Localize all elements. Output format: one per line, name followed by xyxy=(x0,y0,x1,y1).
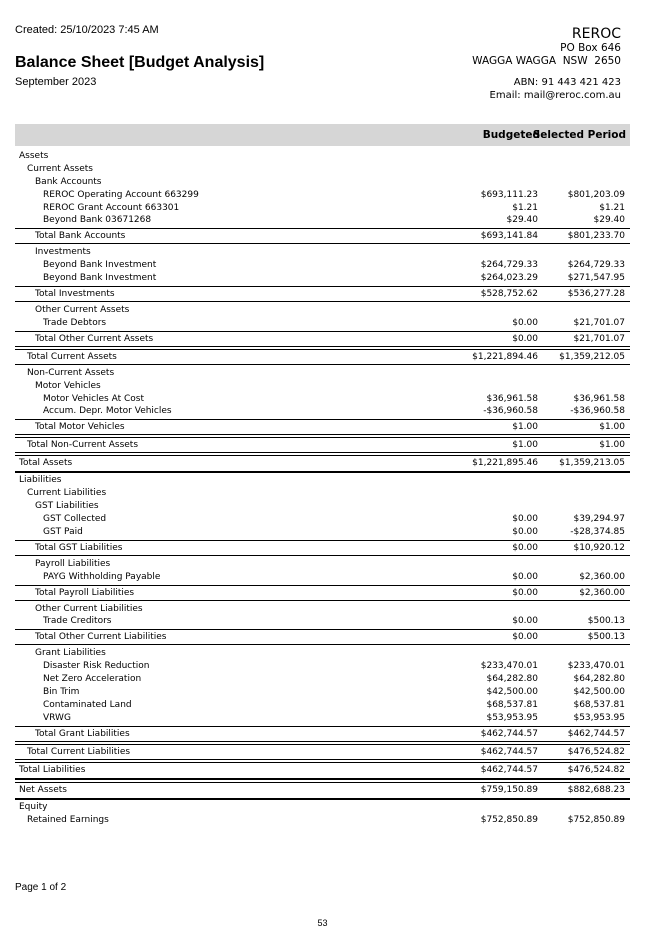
table-row xyxy=(15,487,630,500)
row-budgeted: $752,850.89 xyxy=(480,814,538,825)
row-budgeted: $1.00 xyxy=(512,422,538,433)
table-row xyxy=(15,272,630,285)
table-row xyxy=(15,393,630,406)
row-label: REROC Operating Account 663299 xyxy=(43,189,199,200)
table-row xyxy=(15,513,630,526)
row-label: GST Collected xyxy=(43,514,107,525)
row-budgeted: $759,150.89 xyxy=(480,784,538,795)
row-selected: $801,233.70 xyxy=(567,231,625,242)
row-selected: $752,850.89 xyxy=(567,814,625,825)
row-selected: $21,701.07 xyxy=(573,317,625,328)
grand-total-row xyxy=(15,455,630,473)
row-label: Net Assets xyxy=(19,784,67,795)
subtotal-row xyxy=(15,629,630,645)
table-row xyxy=(15,673,630,686)
row-label: Total Payroll Liabilities xyxy=(35,587,135,598)
row-budgeted: $462,744.57 xyxy=(480,746,538,757)
row-budgeted: $1,221,894.46 xyxy=(472,351,538,362)
table-row xyxy=(15,474,630,487)
org-po-box: PO Box 646 xyxy=(560,42,621,54)
row-budgeted: $1.21 xyxy=(512,202,538,213)
report-title: Balance Sheet [Budget Analysis] xyxy=(15,54,265,71)
table-row xyxy=(15,526,630,539)
row-budgeted: $462,744.57 xyxy=(480,728,538,739)
table-row xyxy=(15,603,630,616)
row-budgeted: $0.00 xyxy=(512,317,538,328)
table-row xyxy=(15,304,630,317)
row-budgeted: $1.00 xyxy=(512,440,538,451)
total-row xyxy=(15,437,630,453)
table-row xyxy=(15,189,630,202)
table-row xyxy=(15,202,630,215)
row-budgeted: $53,953.95 xyxy=(486,712,538,723)
row-selected: $264,729.33 xyxy=(567,260,625,271)
row-selected: $21,701.07 xyxy=(573,333,625,344)
row-selected: $42,500.00 xyxy=(573,687,625,698)
row-selected: $29.40 xyxy=(593,215,625,226)
table-row xyxy=(15,246,630,259)
table-row xyxy=(15,405,630,418)
table-row xyxy=(15,615,630,628)
table-row xyxy=(15,176,630,189)
row-budgeted: $0.00 xyxy=(512,542,538,553)
table-row xyxy=(15,660,630,673)
row-label: Total Investments xyxy=(35,289,115,300)
org-city: WAGGA WAGGA NSW 2650 xyxy=(472,55,621,67)
row-selected: $1,359,213.05 xyxy=(559,458,625,469)
table-row xyxy=(15,214,630,227)
row-budgeted: $0.00 xyxy=(512,587,538,598)
row-label: VRWG xyxy=(43,712,71,723)
row-budgeted: $36,961.58 xyxy=(486,393,538,404)
row-budgeted: $0.00 xyxy=(512,571,538,582)
row-label: Assets xyxy=(19,151,49,161)
row-selected: $68,537.81 xyxy=(573,699,625,710)
table-row xyxy=(15,558,630,571)
row-budgeted: $528,752.62 xyxy=(480,289,538,300)
row-label: Total Current Liabilities xyxy=(27,746,131,757)
row-label: Retained Earnings xyxy=(27,814,109,825)
row-label: Liabilities xyxy=(19,475,62,486)
row-budgeted: $29.40 xyxy=(506,215,538,226)
row-selected: $53,953.95 xyxy=(573,712,625,723)
row-label: Current Assets xyxy=(27,163,93,174)
row-label: Total Bank Accounts xyxy=(35,231,126,242)
row-selected: $500.13 xyxy=(587,632,625,643)
table-row xyxy=(15,259,630,272)
row-label: Motor Vehicles At Cost xyxy=(43,393,144,404)
row-budgeted: $0.00 xyxy=(512,616,538,627)
row-label: Total Current Assets xyxy=(27,351,117,362)
row-label: Total Motor Vehicles xyxy=(35,422,125,433)
org-abn: ABN: 91 443 421 423 xyxy=(513,77,621,88)
row-label: GST Paid xyxy=(43,526,83,537)
grand-total-row xyxy=(15,762,630,780)
row-selected: $462,744.57 xyxy=(567,728,625,739)
row-budgeted: $264,023.29 xyxy=(480,273,538,284)
row-label: Bin Trim xyxy=(43,687,80,698)
row-budgeted: $68,537.81 xyxy=(486,699,538,710)
row-selected: $801,203.09 xyxy=(567,189,625,200)
table-row xyxy=(15,367,630,380)
row-selected: $500.13 xyxy=(587,616,625,627)
row-label: Accum. Depr. Motor Vehicles xyxy=(43,406,172,417)
created-timestamp: Created: 25/10/2023 7:45 AM xyxy=(15,24,159,36)
row-selected: $10,920.12 xyxy=(573,542,625,553)
row-budgeted: $1,221,895.46 xyxy=(472,458,538,469)
table-row xyxy=(15,163,630,176)
total-row xyxy=(15,744,630,760)
row-label: Total Liabilities xyxy=(19,764,86,775)
subtotal-row xyxy=(15,585,630,601)
report-period: September 2023 xyxy=(15,76,97,88)
row-label: Investments xyxy=(35,247,91,258)
row-label: Contaminated Land xyxy=(43,699,132,710)
row-label: Total Other Current Assets xyxy=(35,333,154,344)
row-budgeted: $264,729.33 xyxy=(480,260,538,271)
row-label: Other Current Assets xyxy=(35,305,130,316)
row-label: Total GST Liabilities xyxy=(35,542,123,553)
row-label: Total Non-Current Assets xyxy=(27,440,139,451)
subtotal-row xyxy=(15,286,630,302)
page-indicator: Page 1 of 2 xyxy=(15,882,67,893)
table-row xyxy=(15,150,630,163)
row-selected: $64,282.80 xyxy=(573,674,625,685)
row-label: Total Assets xyxy=(19,458,73,469)
row-label: Trade Debtors xyxy=(43,317,107,328)
row-label: Motor Vehicles xyxy=(35,380,101,391)
subtotal-row xyxy=(15,228,630,244)
grand-total-row xyxy=(15,782,630,800)
subtotal-row xyxy=(15,419,630,435)
page-number: 53 xyxy=(317,918,328,928)
row-budgeted: $64,282.80 xyxy=(486,674,538,685)
table-row xyxy=(15,317,630,330)
row-label: Beyond Bank 03671268 xyxy=(43,215,152,226)
row-budgeted: $0.00 xyxy=(512,632,538,643)
row-budgeted: $0.00 xyxy=(512,333,538,344)
table-row xyxy=(15,571,630,584)
row-label: Equity xyxy=(19,801,48,812)
subtotal-row xyxy=(15,540,630,556)
table-row xyxy=(15,647,630,660)
row-label: Total Grant Liabilities xyxy=(35,728,130,739)
row-label: Other Current Liabilities xyxy=(35,603,143,614)
row-selected: $2,360.00 xyxy=(579,587,625,598)
row-selected: $536,277.28 xyxy=(567,289,625,300)
row-budgeted: $693,111.23 xyxy=(480,189,538,200)
row-label: GST Liabilities xyxy=(35,501,99,512)
row-label: Payroll Liabilities xyxy=(35,558,111,569)
row-selected: $233,470.01 xyxy=(567,661,625,672)
row-label: Current Liabilities xyxy=(27,488,107,499)
row-budgeted: -$36,960.58 xyxy=(483,406,538,417)
table-row xyxy=(15,814,630,827)
row-label: Beyond Bank Investment xyxy=(43,260,157,271)
row-label: Trade Creditors xyxy=(43,616,112,627)
row-label: Disaster Risk Reduction xyxy=(43,661,150,672)
subtotal-row xyxy=(15,726,630,742)
row-label: Bank Accounts xyxy=(35,176,102,187)
row-budgeted: $233,470.01 xyxy=(480,661,538,672)
row-label: Non-Current Assets xyxy=(27,367,115,378)
row-selected: $882,688.23 xyxy=(567,784,625,795)
table-row xyxy=(15,686,630,699)
row-label: Beyond Bank Investment xyxy=(43,273,157,284)
row-selected: $39,294.97 xyxy=(573,514,625,525)
row-budgeted: $0.00 xyxy=(512,526,538,537)
table-row xyxy=(15,801,630,814)
row-selected: $271,547.95 xyxy=(567,273,625,284)
table-row xyxy=(15,712,630,725)
row-selected: $1,359,212.05 xyxy=(559,351,625,362)
row-selected: $476,524.82 xyxy=(567,746,625,757)
row-selected: $1.00 xyxy=(599,422,625,433)
total-row xyxy=(15,349,630,365)
row-label: PAYG Withholding Payable xyxy=(43,571,161,582)
row-budgeted: $462,744.57 xyxy=(480,764,538,775)
row-selected: -$28,374.85 xyxy=(570,526,625,537)
org-name: REROC xyxy=(571,26,621,42)
row-label: Net Zero Acceleration xyxy=(43,674,142,685)
row-budgeted: $693,141.84 xyxy=(480,231,538,242)
row-budgeted: $42,500.00 xyxy=(486,687,538,698)
table-row xyxy=(15,380,630,393)
table-row xyxy=(15,699,630,712)
column-budgeted: Budgeted xyxy=(482,129,540,141)
org-email: Email: mail@reroc.com.au xyxy=(489,90,621,101)
column-header xyxy=(15,124,630,146)
row-selected: $36,961.58 xyxy=(573,393,625,404)
row-selected: $1.00 xyxy=(599,440,625,451)
row-selected: $2,360.00 xyxy=(579,571,625,582)
column-selected-period: Selected Period xyxy=(532,129,626,141)
row-label: Grant Liabilities xyxy=(35,648,106,659)
subtotal-row xyxy=(15,331,630,347)
row-label: REROC Grant Account 663301 xyxy=(43,202,180,213)
table-row xyxy=(15,500,630,513)
row-selected: $476,524.82 xyxy=(567,764,625,775)
row-selected: $1.21 xyxy=(599,202,625,213)
row-selected: -$36,960.58 xyxy=(570,406,625,417)
row-label: Total Other Current Liabilities xyxy=(35,632,167,643)
balance-sheet-table xyxy=(15,150,630,827)
row-budgeted: $0.00 xyxy=(512,514,538,525)
organization-block xyxy=(472,26,621,102)
